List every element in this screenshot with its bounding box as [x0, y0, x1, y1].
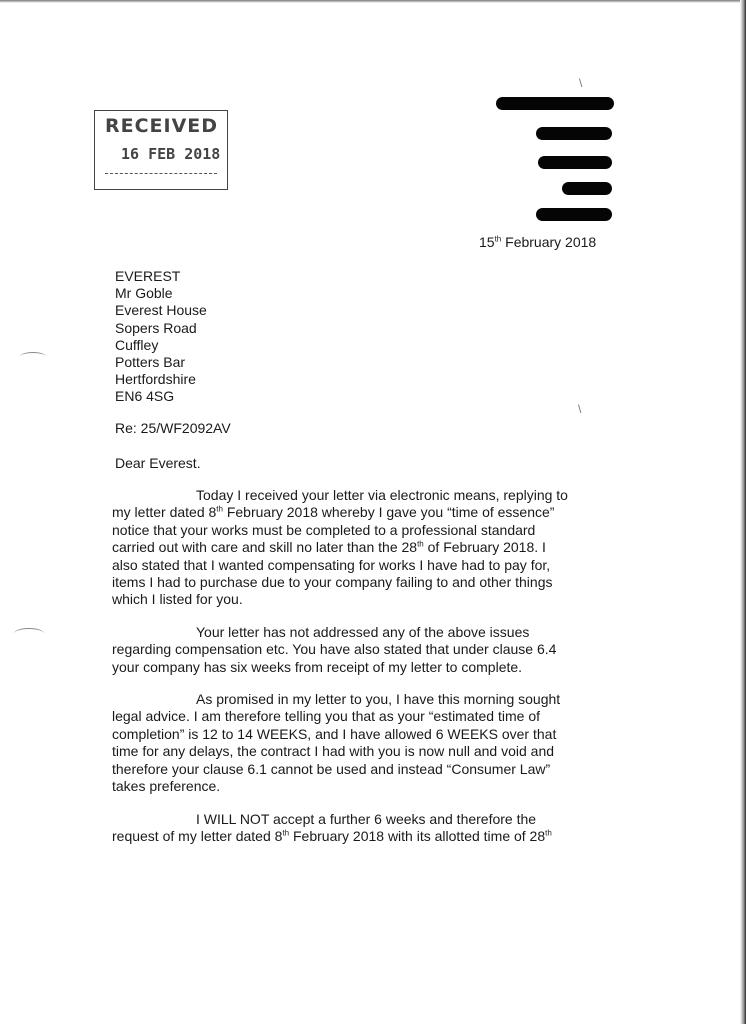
redaction-bar	[536, 208, 612, 221]
text-line: notice that your works must be completed to a professional standard	[112, 521, 536, 538]
punch-hole-mark	[20, 352, 46, 361]
scan-top-edge	[0, 0, 746, 3]
address-line: Cuffley	[115, 336, 159, 353]
redaction-bar	[538, 156, 612, 169]
paragraph-3	[112, 691, 607, 795]
scan-right-edge	[740, 0, 746, 1024]
address-line: EVEREST	[115, 268, 181, 284]
text-line: time for any delays, the contract I had with you is now null and void and	[112, 743, 555, 760]
text-line: also stated that I wanted compensating for works I have had to pay for,	[112, 556, 551, 573]
paragraph-1	[112, 487, 607, 609]
reference-line: Re: 25/WF2092AV	[115, 420, 231, 436]
redaction-bar	[496, 97, 614, 110]
text-line: takes preference.	[112, 778, 221, 795]
paragraph-2	[112, 624, 607, 676]
text-line: carried out with care and skill no later than the 28th of February 2018. I	[112, 539, 546, 556]
redaction-bar	[536, 127, 612, 140]
stamp-title: RECEIVED	[105, 115, 219, 137]
text-line: I WILL NOT accept a further 6 weeks and therefore the	[196, 811, 537, 827]
text-line: therefore your clause 6.1 cannot be used and instead “Consumer Law”	[112, 760, 551, 777]
punch-hole-mark	[14, 628, 44, 639]
address-line: Potters Bar	[115, 354, 186, 371]
text-line: request of my letter dated 8th February 2018 with its allotted time of 28th	[112, 828, 552, 845]
text-line: legal advice. I am therefore telling you that as your “estimated time of	[112, 708, 540, 725]
text-line: regarding compensation etc. You have also stated that under clause 6.4	[112, 641, 557, 658]
address-line: Sopers Road	[115, 319, 197, 336]
redaction-bar	[562, 182, 612, 195]
address-line: Hertfordshire	[115, 371, 196, 388]
date-suffix: th	[494, 234, 502, 244]
address-line: EN6 4SG	[115, 388, 175, 405]
date-month-year: February 2018	[501, 234, 597, 250]
scan-speck: \	[579, 76, 583, 90]
scan-speck: \	[578, 402, 582, 416]
salutation: Dear Everest.	[115, 455, 201, 471]
text-line: my letter dated 8th February 2018 whereby I gave you “time of essence”	[112, 504, 555, 521]
text-line: Your letter has not addressed any of the above issues	[196, 624, 530, 640]
text-line: items I had to purchase due to your company failing to and other things	[112, 574, 553, 591]
address-line: Everest House	[115, 302, 207, 319]
received-stamp	[94, 110, 228, 190]
recipient-address	[115, 268, 207, 406]
stamp-date: 16 FEB 2018	[121, 145, 221, 163]
text-line: completion” is 12 to 14 WEEKS, and I have allowed 6 WEEKS over that	[112, 725, 557, 742]
text-line: As promised in my letter to you, I have this morning sought	[196, 691, 561, 707]
date-day: 15	[479, 234, 495, 250]
text-line: which I listed for you.	[112, 591, 243, 608]
address-line: Mr Goble	[115, 285, 173, 302]
paragraph-4	[112, 811, 607, 846]
stamp-signature-line	[105, 173, 217, 174]
text-line: Today I received your letter via electronic means, replying to	[196, 487, 568, 503]
text-line: your company has six weeks from receipt of my letter to complete.	[112, 658, 523, 675]
letter-date	[479, 234, 596, 250]
